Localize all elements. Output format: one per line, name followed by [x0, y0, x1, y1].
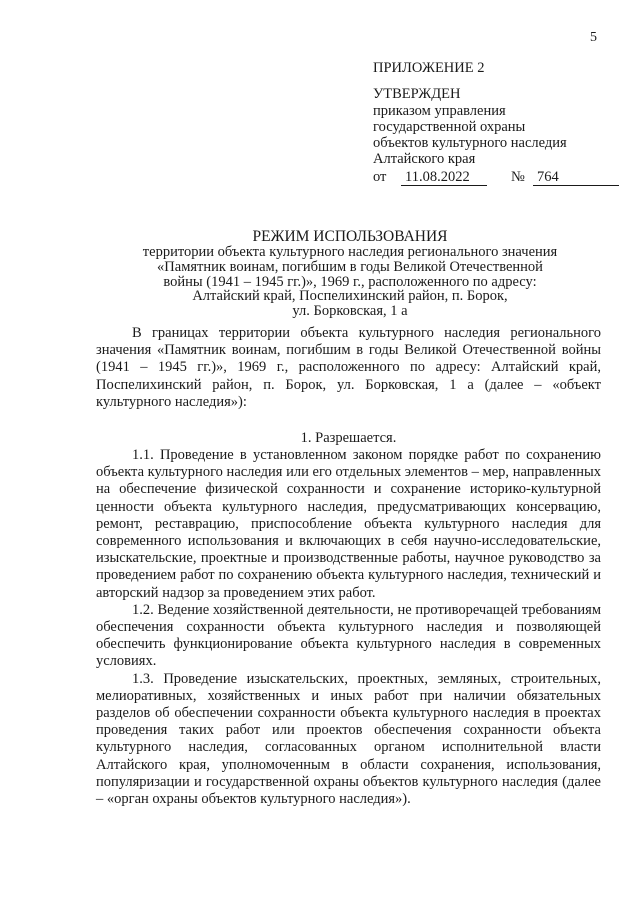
approval-line: объектов культурного наследия	[373, 135, 567, 151]
title-line: Алтайский край, Поспелихинский район, п. Борок,	[192, 288, 508, 305]
order-date-number	[373, 169, 623, 186]
item-1-2: 1.2. Ведение хозяйственной деятельности, не противоречащей требованиям обеспечения сохранности объекта культурного наследия и позволяющей обеспечить функционирование объекта культурного наследия в современных условиях.	[96, 601, 601, 670]
number-sign: №	[511, 169, 525, 185]
approval-line: Алтайского края	[373, 151, 476, 167]
title-line: «Памятник воинам, погибшим в годы Великой Отечественной	[157, 258, 543, 275]
order-number: 764	[533, 169, 619, 186]
document-title-block	[100, 228, 600, 319]
approval-line: приказом управления	[373, 103, 506, 119]
title-line: войны (1941 – 1945 гг.)», 1969 г., расположенного по адресу:	[163, 273, 537, 290]
title-line: ул. Борковская, 1 а	[292, 303, 408, 320]
section-items	[96, 447, 601, 808]
order-date: 11.08.2022	[401, 169, 487, 186]
page-number: 5	[590, 30, 597, 45]
approval-line: государственной охраны	[373, 119, 526, 135]
from-label: от	[373, 169, 387, 185]
item-1-1: 1.1. Проведение в установленном законом порядке работ по сохранению объекта культурного наследия или его отдельных элементов – мер, направленных на обеспечение физической сохранности и сохранение историко-культурной ценности объекта культурного наследия, предусматривающих консервацию, ремонт, реставрацию, приспособление объекта культурного наследия для современного использования и включающих в себя научно-исследовательские, изыскательские, проектные и производственные работы, научное руководство за проведением работ по сохранению объекта культурного наследия, технический и авторский надзор за проведением этих работ.	[96, 447, 601, 601]
intro-paragraph: В границах территории объекта культурного наследия регионального значения «Памятник воинам, погибшим в годы Великой Отечественной войны (1941 – 1945 гг.)», 1969 г., расположенного по адресу: Алтайский край, Поспелихинский район, п. Борок, ул. Борковская, 1 а (далее – «объект культурного наследия»):	[96, 325, 601, 410]
approved-label: УТВЕРЖДЕН	[373, 86, 461, 102]
appendix-label: ПРИЛОЖЕНИЕ 2	[373, 60, 485, 76]
document-title: РЕЖИМ ИСПОЛЬЗОВАНИЯ	[252, 228, 448, 245]
title-line: территории объекта культурного наследия регионального значения	[142, 244, 558, 260]
approval-stamp	[373, 60, 623, 186]
intro-paragraph-block	[96, 325, 601, 411]
section-heading: 1. Разрешается.	[300, 430, 397, 446]
item-1-3: 1.3. Проведение изыскательских, проектных, земляных, строительных, мелиоративных, хозяйственных и иных работ при наличии обязательных разделов об обеспечении сохранности объекта культурного наследия в проектах проведения таких работ или проектов обеспечения сохранности объекта культурного наследия, согласованных органом исполнительной власти Алтайского края, уполномоченным в области сохранения, использования, популяризации и государственной охраны объектов культурного наследия (далее – «орган охраны объектов культурного наследия»).	[96, 670, 601, 808]
